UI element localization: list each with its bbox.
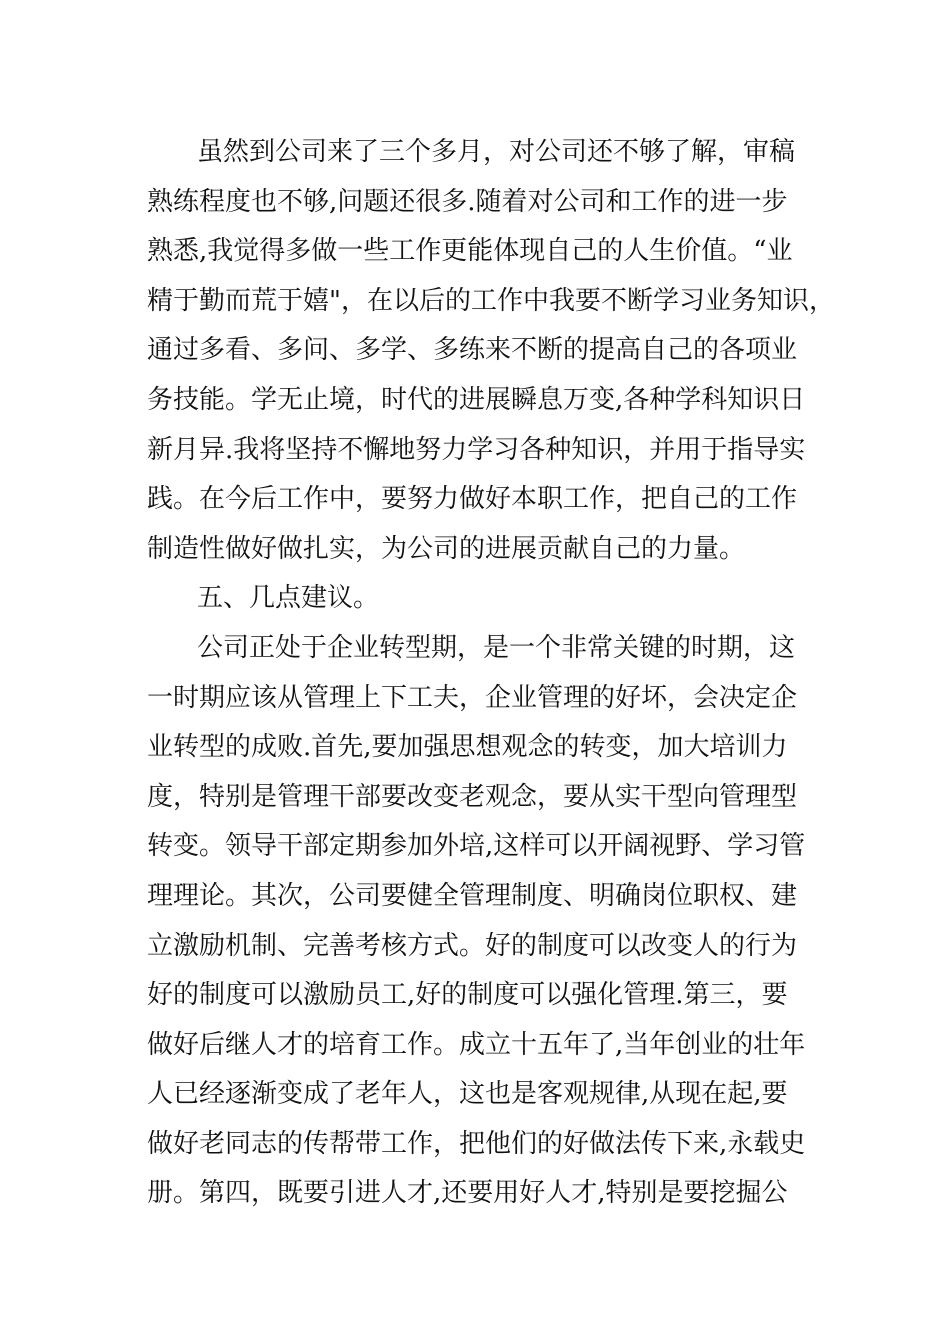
- paragraph-line: 务技能。学无止境，时代的进展瞬息万变,各种学科知识日: [147, 384, 806, 415]
- paragraph-line: 通过多看、多问、多学、多练来不断的提高自己的各项业: [147, 335, 798, 366]
- paragraph-line: 践。在今后工作中，要努力做好本职工作，把自己的工作: [147, 484, 798, 515]
- paragraph-line: 新月异.我将坚持不懈地努力学习各种知识，并用于指导实: [147, 434, 806, 465]
- paragraph-line: 业转型的成败.首先,要加强思想观念的转变，加大培训力: [147, 732, 788, 763]
- paragraph-line: 转变。领导干部定期参加外培,这样可以开阔视野、学习管: [147, 831, 806, 862]
- section-heading: 五、几点建议。: [197, 583, 380, 614]
- paragraph-line: 一时期应该从管理上下工夫，企业管理的好坏，会决定企: [147, 682, 798, 713]
- paragraph-line: 做好老同志的传帮带工作，把他们的好做法传下来,永载史: [147, 1128, 806, 1159]
- paragraph-line: 册。第四，既要引进人才,还要用好人才,特别是要挖掘公: [147, 1178, 788, 1209]
- paragraph-line: 人已经逐渐变成了老年人，这也是客观规律,从现在起,要: [147, 1079, 788, 1110]
- paragraph-line: 制造性做好做扎实，为公司的进展贡献自己的力量。: [147, 533, 746, 564]
- paragraph-line: 公司正处于企业转型期，是一个非常关键的时期，这: [197, 632, 796, 663]
- paragraph-line: 立激励机制、完善考核方式。好的制度可以改变人的行为: [147, 930, 798, 961]
- paragraph-line: 度，特别是管理干部要改变老观念，要从实干型向管理型: [147, 781, 798, 812]
- paragraph-line: 精于勤而荒于嬉"，在以后的工作中我要不断学习业务知识，: [147, 285, 835, 316]
- paragraph-line: 熟练程度也不够,问题还很多.随着对公司和工作的进一步: [147, 186, 788, 217]
- paragraph-line: 好的制度可以激励员工,好的制度可以强化管理.第三，要: [147, 980, 788, 1011]
- document-body: [147, 128, 835, 1219]
- paragraph-line: 熟悉,我觉得多做一些工作更能体现自己的人生价值。“业: [147, 236, 793, 267]
- paragraph-line: 理理论。其次，公司要健全管理制度、明确岗位职权、建: [147, 880, 798, 911]
- paragraph-line: 虽然到公司来了三个多月，对公司还不够了解，审稿: [197, 137, 796, 167]
- paragraph-line: 做好后继人才的培育工作。成立十五年了,当年创业的壮年: [147, 1029, 806, 1060]
